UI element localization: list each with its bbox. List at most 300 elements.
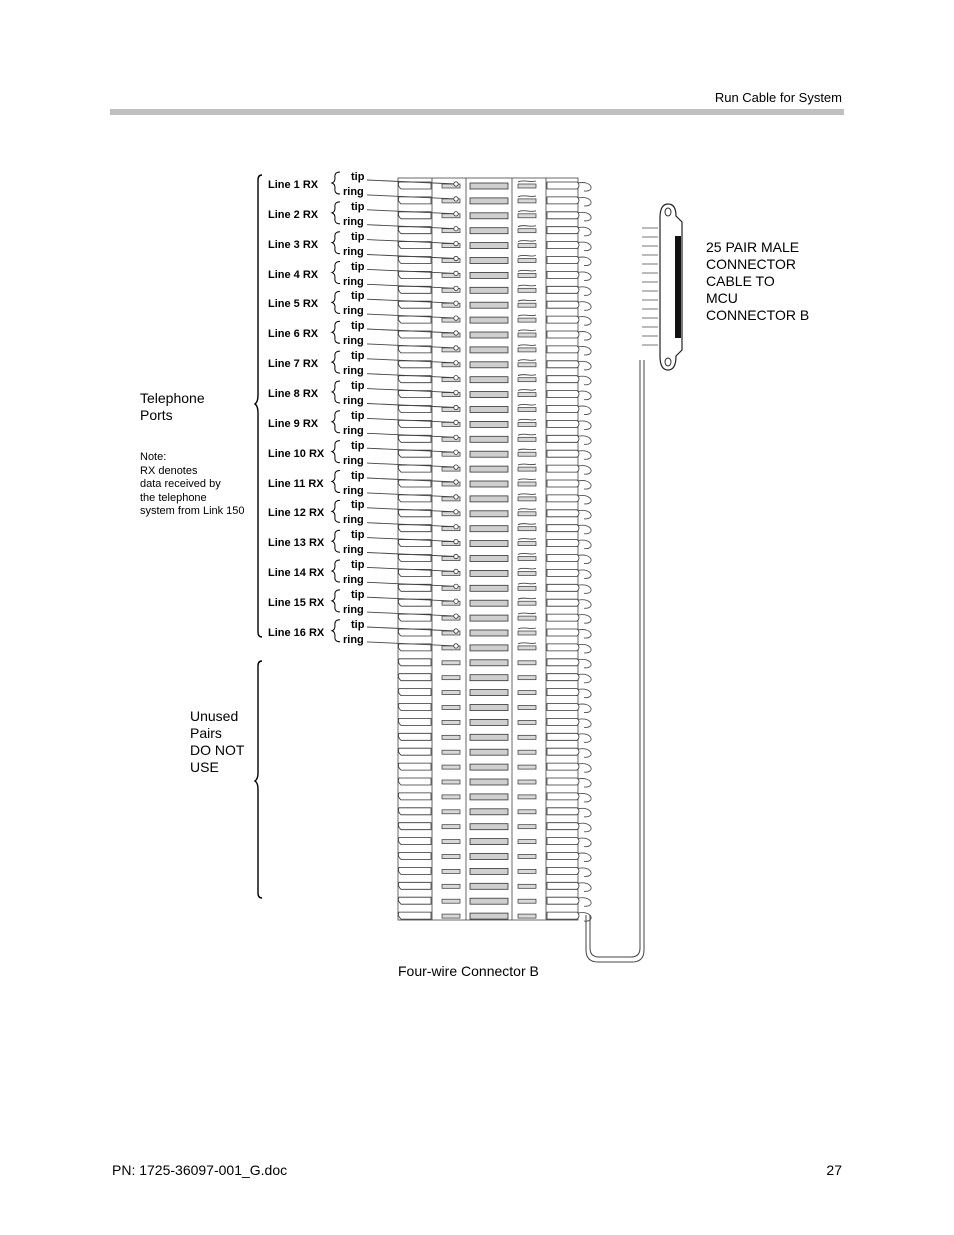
clip-left — [398, 793, 431, 800]
bridge-bar — [470, 883, 508, 889]
line-label: Line 5 RX — [268, 298, 319, 311]
bridge-bar — [470, 541, 508, 547]
connector-screw-bottom — [665, 358, 671, 366]
wire-loop — [578, 644, 591, 653]
page-number: 27 — [826, 1162, 842, 1178]
wire-loop — [578, 585, 591, 594]
clip-right — [547, 629, 579, 636]
clip-left — [398, 897, 431, 904]
bridge-bar — [470, 824, 508, 830]
bridge-bar — [470, 392, 508, 398]
clip-right — [547, 897, 579, 904]
bridge-bar — [470, 183, 508, 189]
clip-small-right — [518, 676, 536, 680]
lead-wire-right — [518, 404, 536, 405]
clip-right — [547, 808, 579, 815]
lead-tip — [454, 212, 458, 216]
line-label: Line 16 RX — [268, 626, 325, 639]
clip-right — [547, 912, 579, 919]
bridge-bar — [470, 645, 508, 651]
bridge-bar — [470, 421, 508, 427]
clip-small-right — [518, 199, 536, 203]
clip-right — [547, 316, 579, 323]
lead-wire-right — [518, 583, 536, 584]
wire-loop — [578, 868, 591, 877]
wire-loop — [578, 630, 591, 639]
unused-pairs-label: Unused Pairs DO NOT USE — [190, 708, 245, 775]
clip-right — [547, 748, 579, 755]
pair-brace — [332, 590, 340, 612]
wire-loop — [578, 212, 591, 221]
clip-left — [398, 882, 431, 889]
lead-tip — [454, 331, 458, 335]
line-label: Line 13 RX — [268, 537, 325, 550]
wire-loop — [578, 674, 591, 683]
bridge-bar — [470, 243, 508, 249]
lead-wire-right — [518, 464, 536, 465]
lead-wire-right — [518, 240, 536, 241]
connector-cable-label: 25 PAIR MALE CONNECTOR CABLE TO MCU CONNECTOR B — [706, 239, 810, 323]
clip-right — [547, 182, 579, 189]
clip-right — [547, 197, 579, 204]
lead-tip — [454, 614, 458, 618]
wire-loop — [578, 302, 591, 311]
clip-left — [398, 778, 431, 785]
clip-small-right — [518, 884, 536, 888]
brackets — [255, 172, 340, 898]
clip-left — [398, 689, 431, 696]
wire-loop — [578, 898, 591, 907]
bridge-bar — [470, 913, 508, 919]
ring-label: ring — [343, 633, 364, 646]
tip-label: tip — [351, 320, 365, 333]
line-label: Line 4 RX — [268, 268, 319, 281]
lead-tip — [454, 346, 458, 350]
clip-small-left — [442, 899, 460, 903]
lead-tip — [454, 376, 458, 380]
clip-right — [547, 376, 579, 383]
clip-right — [547, 331, 579, 338]
lead-tip — [454, 599, 458, 603]
wire-loop — [578, 525, 591, 534]
bridge-bar — [470, 362, 508, 368]
clip-small-right — [518, 869, 536, 873]
bridge-bar — [470, 868, 508, 874]
clip-small-right — [518, 184, 536, 188]
clip-right — [547, 659, 579, 666]
lead-tip — [454, 227, 458, 231]
tip-label: tip — [351, 200, 365, 213]
clip-small-left — [442, 750, 460, 754]
clip-small-right — [518, 735, 536, 739]
ring-label: ring — [343, 424, 364, 437]
clip-right — [547, 257, 579, 264]
wire-loop — [578, 376, 591, 385]
lead-tip — [454, 525, 458, 529]
line-label: Line 3 RX — [268, 238, 319, 251]
bridge-bar — [470, 779, 508, 785]
lead-tip — [454, 420, 458, 424]
line-label: Line 6 RX — [268, 328, 319, 341]
pair-brace — [332, 232, 340, 254]
ring-label: ring — [343, 603, 364, 616]
clip-small-right — [518, 422, 536, 426]
lead-tip — [454, 405, 458, 409]
punch-down-block — [398, 178, 591, 921]
clip-small-left — [442, 765, 460, 769]
clip-small-left — [442, 855, 460, 859]
ring-label: ring — [343, 335, 364, 348]
lead-wire-right — [518, 479, 536, 480]
lead-tip — [454, 301, 458, 305]
line-label: Line 7 RX — [268, 358, 319, 371]
bridge-bar — [470, 630, 508, 636]
clip-left — [398, 867, 431, 874]
bridge-bar — [470, 526, 508, 532]
bridge-bar — [470, 451, 508, 457]
line-label: Line 15 RX — [268, 596, 325, 609]
clip-small-right — [518, 273, 536, 277]
bridge-bar — [470, 705, 508, 711]
lead-tip — [454, 197, 458, 201]
line-label: Line 8 RX — [268, 387, 319, 400]
tip-label: tip — [351, 230, 365, 243]
lead-wire-right — [518, 300, 536, 301]
ring-label: ring — [343, 186, 364, 198]
wire-loop — [578, 793, 591, 802]
tip-label: tip — [351, 260, 365, 273]
clip-right — [547, 465, 579, 472]
bridge-bar — [470, 347, 508, 353]
clip-small-right — [518, 244, 536, 248]
clip-small-right — [518, 750, 536, 754]
clip-small-right — [518, 855, 536, 859]
lead-tip — [454, 241, 458, 245]
cable-to-mcu — [586, 204, 682, 962]
lead-tip — [454, 465, 458, 469]
wire-loop — [578, 853, 591, 862]
wire-loop — [578, 615, 591, 624]
lead-wire-right — [518, 330, 536, 331]
pair-brace — [332, 321, 340, 343]
pair-brace — [332, 441, 340, 463]
tip-label: tip — [351, 529, 365, 542]
clip-small-left — [442, 661, 460, 665]
clip-right — [547, 227, 579, 234]
clip-right — [547, 704, 579, 711]
figure-caption: Four-wire Connector B — [398, 963, 539, 979]
line-label: Line 2 RX — [268, 208, 319, 221]
clip-left — [398, 704, 431, 711]
clip-left — [398, 718, 431, 725]
wire-loop — [578, 257, 591, 266]
wire-loop — [578, 421, 591, 430]
clip-left — [398, 659, 431, 666]
tip-label: tip — [351, 618, 365, 631]
bridge-bar — [470, 272, 508, 278]
lead-wire-right — [518, 226, 536, 227]
clip-right — [547, 555, 579, 562]
connector-screw-top — [665, 208, 671, 216]
clip-small-right — [518, 795, 536, 799]
bridge-bar — [470, 719, 508, 725]
clip-small-left — [442, 869, 460, 873]
bridge-bar — [470, 377, 508, 383]
clip-small-left — [442, 840, 460, 844]
clip-small-right — [518, 467, 536, 471]
ring-label: ring — [343, 215, 364, 228]
bridge-bar — [470, 436, 508, 442]
pair-brace — [332, 411, 340, 433]
clip-small-right — [518, 720, 536, 724]
clip-right — [547, 823, 579, 830]
clip-right — [547, 391, 579, 398]
ring-label: ring — [343, 394, 364, 407]
clip-small-right — [518, 765, 536, 769]
pair-brace — [332, 172, 340, 194]
ring-label: ring — [343, 245, 364, 258]
lead-tip — [454, 182, 458, 186]
lead-wire-right — [518, 643, 536, 644]
clip-right — [547, 242, 579, 249]
pair-brace — [332, 560, 340, 582]
clip-right — [547, 882, 579, 889]
ring-label: ring — [343, 484, 364, 497]
bridge-bar — [470, 570, 508, 576]
clip-small-right — [518, 542, 536, 546]
clip-left — [398, 838, 431, 845]
clip-small-right — [518, 303, 536, 307]
wire-loop — [578, 600, 591, 609]
ring-label: ring — [343, 275, 364, 288]
wire-loop — [578, 689, 591, 698]
clip-small-right — [518, 601, 536, 605]
lead-tip — [454, 554, 458, 558]
clip-small-right — [518, 646, 536, 650]
lead-wire-right — [518, 434, 536, 435]
clip-right — [547, 838, 579, 845]
clip-small-right — [518, 557, 536, 561]
clip-right — [547, 689, 579, 696]
bridge-bar — [470, 198, 508, 204]
tip-label: tip — [351, 559, 365, 572]
clip-small-right — [518, 288, 536, 292]
clip-small-right — [518, 691, 536, 695]
bridge-bar — [470, 660, 508, 666]
part-number: PN: 1725-36097-001_G.doc — [112, 1162, 288, 1178]
clip-right — [547, 406, 579, 413]
clip-left — [398, 823, 431, 830]
clip-small-right — [518, 840, 536, 844]
lead-wire-right — [518, 553, 536, 554]
bridge-bar — [470, 407, 508, 413]
wire-loop — [578, 808, 591, 817]
clip-right — [547, 540, 579, 547]
wire-loop — [578, 555, 591, 564]
telephone-ports-label: Telephone Ports — [140, 390, 205, 423]
wire-loop — [578, 704, 591, 713]
tip-label: tip — [351, 171, 365, 183]
lead-wire-right — [518, 449, 536, 450]
pair-brace — [332, 620, 340, 642]
lead-wire-right — [518, 494, 536, 495]
clip-right — [547, 614, 579, 621]
bridge-bar — [470, 511, 508, 517]
clip-small-left — [442, 810, 460, 814]
clip-right — [547, 420, 579, 427]
wire-loop — [578, 183, 591, 192]
bridge-bar — [470, 302, 508, 308]
clip-left — [398, 733, 431, 740]
wire-loop — [578, 719, 591, 728]
bridge-bar — [470, 600, 508, 606]
wire-loop — [578, 361, 591, 370]
wire-loop — [578, 749, 591, 758]
lead-tip — [454, 256, 458, 260]
clip-right — [547, 435, 579, 442]
wire-loop — [578, 823, 591, 832]
pair-brace — [332, 471, 340, 493]
wire-loop — [578, 272, 591, 281]
wire-loop — [578, 391, 591, 400]
lead-wires — [367, 180, 536, 648]
lead-wire-right — [518, 568, 536, 569]
lead-wire-right — [518, 419, 536, 420]
wire-loop — [578, 466, 591, 475]
clip-right — [547, 718, 579, 725]
wire-loop — [578, 436, 591, 445]
clip-right — [547, 793, 579, 800]
wire-loop — [578, 227, 591, 236]
clip-small-right — [518, 378, 536, 382]
wire-loop — [578, 346, 591, 355]
lead-wire-right — [518, 598, 536, 599]
clip-small-right — [518, 393, 536, 397]
rx-note: Note: RX denotes data received by the telephone system from Link 150 — [140, 451, 245, 518]
clip-left — [398, 748, 431, 755]
clip-small-right — [518, 899, 536, 903]
bridge-bar — [470, 794, 508, 800]
wire-loop — [578, 570, 591, 579]
wire-loop — [578, 838, 591, 847]
lead-wire-right — [518, 375, 536, 376]
lead-tip — [454, 480, 458, 484]
pair-brace — [332, 291, 340, 313]
clip-right — [547, 450, 579, 457]
lead-wire-right — [518, 285, 536, 286]
clip-right — [547, 286, 579, 293]
bridge-bar — [470, 213, 508, 219]
bridge-bar — [470, 287, 508, 293]
clip-small-left — [442, 691, 460, 695]
clip-small-right — [518, 363, 536, 367]
wire-loop — [578, 540, 591, 549]
clip-small-left — [442, 884, 460, 888]
pair-brace — [332, 351, 340, 373]
wire-loop — [578, 779, 591, 788]
clip-left — [398, 808, 431, 815]
clip-small-right — [518, 408, 536, 412]
pair-brace — [332, 530, 340, 552]
cable-inner — [590, 360, 640, 957]
clip-right — [547, 599, 579, 606]
line-label: Line 11 RX — [268, 477, 324, 490]
tip-label: tip — [351, 499, 365, 512]
bridge-bar — [470, 898, 508, 904]
wire-loop — [578, 406, 591, 415]
connector-pin-slot — [675, 236, 681, 338]
clip-right — [547, 867, 579, 874]
lead-tip — [454, 271, 458, 275]
line-label: Line 1 RX — [268, 179, 319, 191]
clip-small-right — [518, 348, 536, 352]
unused-pairs-bracket — [255, 661, 262, 898]
running-header: Run Cable for System — [714, 90, 842, 105]
ring-label: ring — [343, 574, 364, 587]
line-label: Line 14 RX — [268, 567, 325, 580]
clip-small-right — [518, 482, 536, 486]
clip-left — [398, 853, 431, 860]
clip-small-left — [442, 795, 460, 799]
pair-brace — [332, 202, 340, 224]
lead-tip — [454, 450, 458, 454]
clip-left — [398, 763, 431, 770]
lead-wire-right — [518, 181, 536, 182]
tip-label: tip — [351, 469, 365, 482]
tip-label: tip — [351, 588, 365, 601]
clip-right — [547, 271, 579, 278]
clip-right — [547, 212, 579, 219]
tip-label: tip — [351, 439, 365, 452]
clip-small-right — [518, 780, 536, 784]
lead-wire-right — [518, 270, 536, 271]
clip-right — [547, 569, 579, 576]
clip-small-right — [518, 527, 536, 531]
lead-wire-right — [518, 509, 536, 510]
lead-tip — [454, 316, 458, 320]
lead-tip — [454, 539, 458, 543]
lead-tip — [454, 629, 458, 633]
clip-right — [547, 674, 579, 681]
clip-small-right — [518, 914, 536, 918]
clip-small-left — [442, 706, 460, 710]
clip-small-right — [518, 571, 536, 575]
clip-small-right — [518, 452, 536, 456]
clip-small-right — [518, 259, 536, 263]
lead-wire-right — [518, 255, 536, 256]
tip-label: tip — [351, 409, 365, 422]
lead-wire-right — [518, 196, 536, 197]
wire-loop — [578, 495, 591, 504]
wire-loop — [578, 659, 591, 668]
lead-wire-right — [518, 345, 536, 346]
bridge-bar — [470, 317, 508, 323]
clip-small-right — [518, 810, 536, 814]
wire-loop — [578, 734, 591, 743]
lead-tip — [454, 286, 458, 290]
bridge-bar — [470, 556, 508, 562]
lead-tip — [454, 495, 458, 499]
clip-small-left — [442, 735, 460, 739]
lead-wire-right — [518, 211, 536, 212]
pair-brace — [332, 500, 340, 522]
wire-loop — [578, 317, 591, 326]
bridge-bar — [470, 481, 508, 487]
bridge-bar — [470, 749, 508, 755]
clip-small-left — [442, 780, 460, 784]
clip-left — [398, 674, 431, 681]
bridge-bar — [470, 332, 508, 338]
